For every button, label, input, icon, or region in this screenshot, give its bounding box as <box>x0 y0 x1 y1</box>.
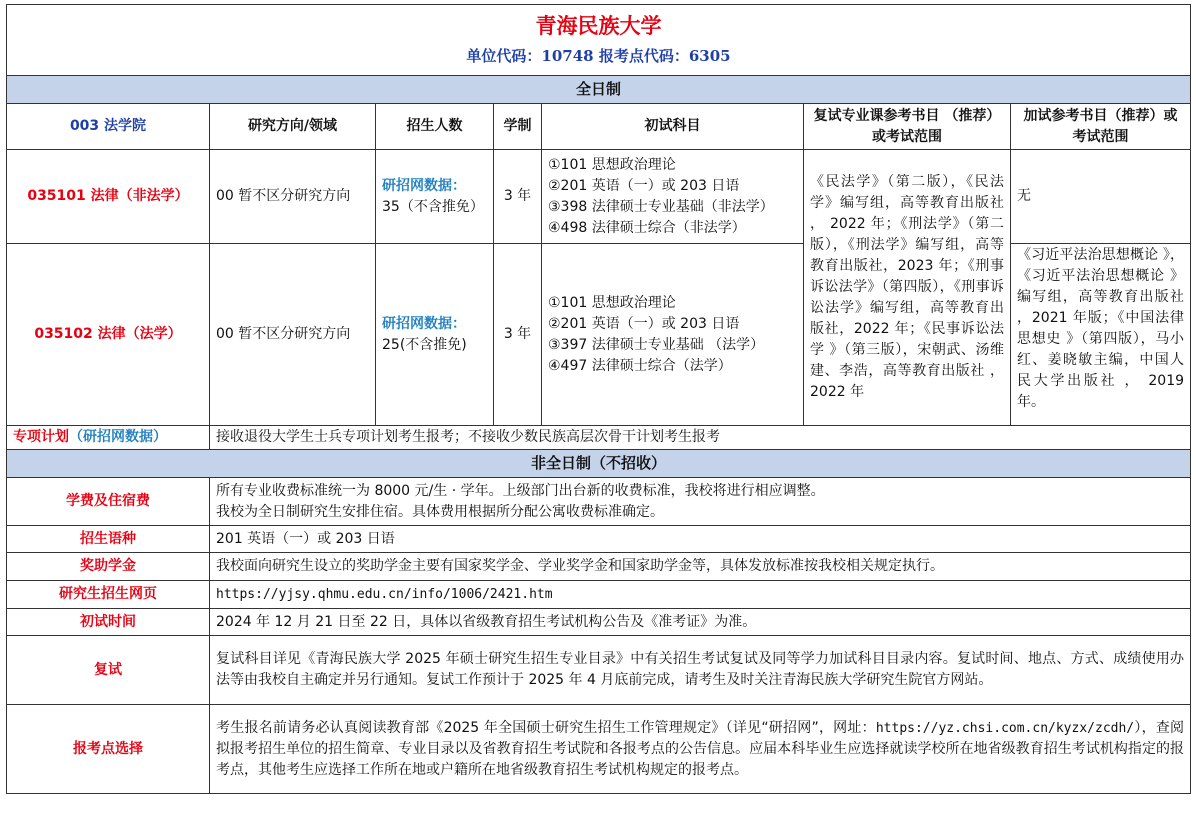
site-text-part1: 考生报名前请务必认真阅读教育部《2025 年全国硕士研究生招生工作管理规定》（详见“研招网”，网址： <box>216 719 876 736</box>
special-plan-text: 接收退役大学生士兵专项计划考生报考；不接收少数民族高层次骨干计划考生报考 <box>210 426 1191 450</box>
site-label: 报考点选择 <box>7 705 210 794</box>
major-subjects <box>542 244 804 426</box>
full-time-section-row <box>7 76 1191 104</box>
col-direction: 研究方向/领域 <box>210 104 376 150</box>
col-duration: 学制 <box>494 104 542 150</box>
special-plan-row <box>7 426 1191 450</box>
major-subjects <box>542 150 804 244</box>
extra-books-1: 无 <box>1011 150 1191 244</box>
major-enrollment <box>376 244 494 426</box>
special-plan-label-text: 专项计划 <box>13 429 69 445</box>
site-text-part2: ），查阅拟报考招生单位的招生简章、专业目录以及省教育招生考试院和各报考点的公告信息。应届本科毕业生应选择就读学校所在地省级教育招生考试机构指定的报考点，其他考生应选择工作所在地或户籍所在地省级教育招生考试机构规定的报考点。 <box>216 719 1185 778</box>
major-enrollment <box>376 150 494 244</box>
special-plan-label-paren: （研招网数据） <box>69 429 167 445</box>
col-enrollment: 招生人数 <box>376 104 494 150</box>
major-name: 035101 法律（非法学） <box>7 150 210 244</box>
school-name: 青海民族大学 <box>535 13 662 38</box>
fees-line: 我校为全日制研究生安排住宿。具体费用根据所分配公寓收费标准确定。 <box>216 503 664 520</box>
retest-label: 复试 <box>7 636 210 705</box>
col-exam-subjects: 初试科目 <box>542 104 804 150</box>
admission-table <box>6 4 1191 794</box>
language-label: 招生语种 <box>7 526 210 553</box>
enroll-label: 研招网数据： <box>382 177 466 194</box>
site-url: https://yz.chsi.com.cn/kyzx/zcdh/ <box>875 720 1135 736</box>
col-retest-books: 复试专业课参考书目 （推荐）或考试范围 <box>804 104 1011 150</box>
college-name: 003 法学院 <box>7 104 210 150</box>
fees-line: 所有专业收费标准统一为 8000 元/生 · 学年。上级部门出台新的收费标准，我校将进行相应调整。 <box>216 482 825 499</box>
subject-item: ①101 思想政治理论 <box>548 294 676 311</box>
special-plan-label <box>7 426 210 450</box>
enroll-value: 35（不含推免） <box>382 198 484 215</box>
scholarship-label: 奖助学金 <box>7 553 210 581</box>
major-row-2 <box>7 244 1191 426</box>
exam-time-label: 初试时间 <box>7 609 210 636</box>
enroll-label: 研招网数据： <box>382 315 466 332</box>
major-duration: 3 年 <box>494 244 542 426</box>
part-time-section-row <box>7 450 1191 478</box>
exam-time-text: 2024 年 12 月 21 日至 22 日，具体以省级教育招生考试机构公告及《准考证》为准。 <box>210 609 1191 636</box>
major-row-1 <box>7 150 1191 244</box>
enroll-value: 25(不含推免) <box>382 336 467 353</box>
retest-row <box>7 636 1191 705</box>
language-row <box>7 526 1191 553</box>
full-time-section-title: 全日制 <box>7 76 1191 104</box>
fees-label: 学费及住宿费 <box>7 478 210 526</box>
subject-item: ④498 法律硕士综合（非法学） <box>548 219 746 236</box>
part-time-section-title: 非全日制（不招收） <box>7 450 1191 478</box>
website-row <box>7 581 1191 609</box>
subject-item: ②201 英语（一）或 203 日语 <box>548 177 740 194</box>
fees-row <box>7 478 1191 526</box>
scholarship-row <box>7 553 1191 581</box>
fees-text <box>210 478 1191 526</box>
retest-books: 《民法学》（第二版），《民法学》编写组，高等教育出版社 ， 2022 年；《刑法学》（第二版），《刑法学》编写组，高等教育出版社，2023 年；《刑事诉讼法学》（第四版），《刑事诉讼法学》编写组，高等教育出版社，2022 年；《民事诉讼法学 》（第三版），宋朝武、汤维建、李浩，高等教育出版社 ， 2022 年 <box>804 150 1011 426</box>
major-duration: 3 年 <box>494 150 542 244</box>
header-row <box>7 5 1191 76</box>
exam-time-row <box>7 609 1191 636</box>
extra-books-2: 《习近平法治思想概论 》，《习近平法治思想概论 》编写组，高等教育出版社 ，2021 年版；《中国法律思想史 》（第四版），马小红、姜晓敏主编，中国人民大学出版社 ， 2019 年。 <box>1011 244 1191 426</box>
retest-text: 复试科目详见《青海民族大学 2025 年硕士研究生招生专业目录》中有关招生考试复试及同等学力加试科目目录内容。复试时间、地点、方式、成绩使用办法等由我校自主确定并另行通知。复试工作预计于 2025 年 4 月底前完成，请考生及时关注青海民族大学研究生院官方网站。 <box>210 636 1191 705</box>
unit-codes: 单位代码：10748 报考点代码：6305 <box>466 47 731 65</box>
header-cell <box>7 5 1191 76</box>
scholarship-text: 我校面向研究生设立的奖助学金主要有国家奖学金、学业奖学金和国家助学金等，具体发放标准按我校相关规定执行。 <box>210 553 1191 581</box>
subject-item: ③397 法律硕士专业基础 （法学） <box>548 336 765 353</box>
language-text: 201 英语（一）或 203 日语 <box>210 526 1191 553</box>
major-name: 035102 法律（法学） <box>7 244 210 426</box>
website-url: https://yjsy.qhmu.edu.cn/info/1006/2421.htm <box>210 581 1191 609</box>
column-header-row <box>7 104 1191 150</box>
website-label: 研究生招生网页 <box>7 581 210 609</box>
site-row <box>7 705 1191 794</box>
col-extra-books: 加试参考书目（推荐）或考试范围 <box>1011 104 1191 150</box>
subject-item: ③398 法律硕士专业基础（非法学） <box>548 198 774 215</box>
subject-item: ①101 思想政治理论 <box>548 156 676 173</box>
subject-item: ②201 英语（一）或 203 日语 <box>548 315 740 332</box>
subject-item: ④497 法律硕士综合（法学） <box>548 357 732 374</box>
site-text <box>210 705 1191 794</box>
major-direction: 00 暂不区分研究方向 <box>210 244 376 426</box>
major-direction: 00 暂不区分研究方向 <box>210 150 376 244</box>
